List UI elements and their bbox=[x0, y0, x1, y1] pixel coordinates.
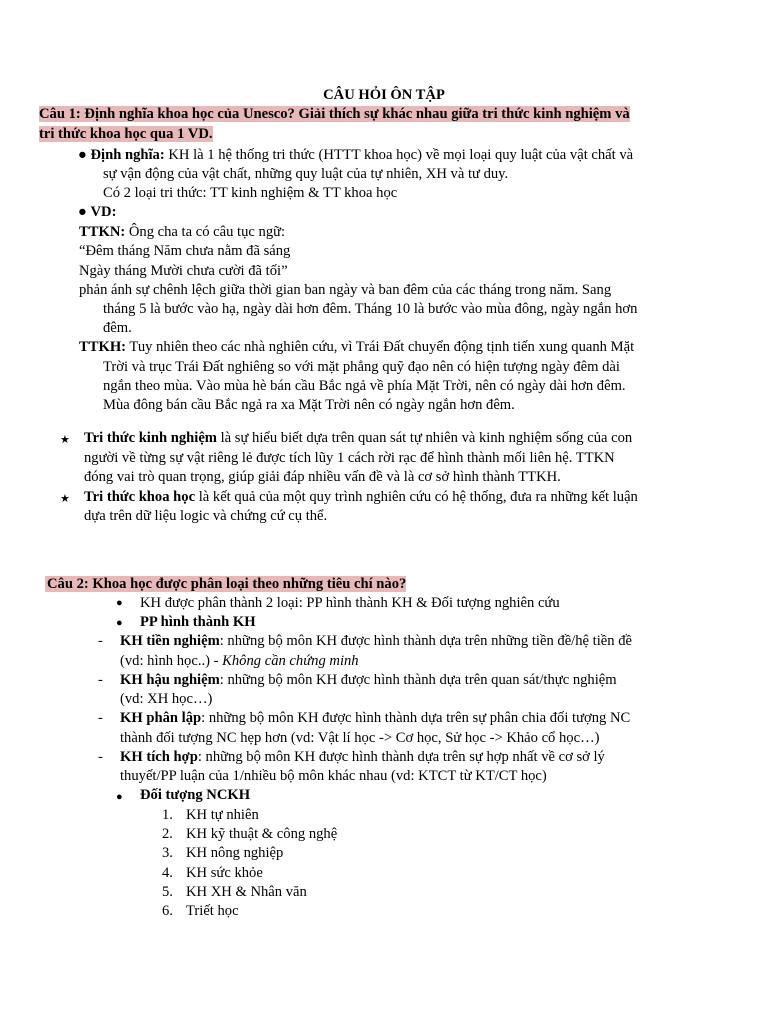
dt-item: KH nông nghiệp bbox=[186, 845, 284, 861]
dt-item: Triết học bbox=[186, 903, 239, 919]
bullet-icon: ● bbox=[116, 791, 123, 803]
dash-icon: - bbox=[98, 749, 103, 765]
dt-number: 2. bbox=[162, 826, 173, 842]
dt-item: KH XH & Nhân văn bbox=[186, 884, 307, 900]
ttkh-text: Tuy nhiên theo các nhà nghiên cứu, vì Trái Đất chuyển động tịnh tiến xung quanh Mặt bbox=[126, 339, 635, 355]
q1-heading-line1: Câu 1: Định nghĩa khoa học của Unesco? Giải thích sự khác nhau giữa tri thức kinh nghiệm và bbox=[39, 106, 630, 122]
tich-line2: thuyết/PP luận của 1/nhiều bộ môn khác nhau (vd: KTCT từ KT/CT học) bbox=[120, 768, 547, 784]
ttkn-label: TTKN: bbox=[79, 224, 126, 240]
bullet-icon: ● bbox=[116, 617, 123, 629]
q2-heading-text: Câu 2: Khoa học được phân loại theo những tiêu chí nào? bbox=[47, 576, 407, 592]
definition-line3: Có 2 loại tri thức: TT kinh nghiệm & TT khoa học bbox=[103, 185, 398, 201]
dash-icon: - bbox=[98, 710, 103, 726]
dash-icon: - bbox=[98, 633, 103, 649]
q2-intro: KH được phân thành 2 loại: PP hình thành KH & Đối tượng nghiên cứu bbox=[140, 595, 560, 611]
proverb-line2: Ngày tháng Mười chưa cười đã tối” bbox=[79, 263, 288, 279]
definition-label: Định nghĩa: bbox=[90, 147, 165, 163]
bullet-icon: ● bbox=[78, 147, 87, 163]
tich-text: : những bộ môn KH được hình thành dựa trên sự hợp nhất về cơ sở lý bbox=[197, 749, 605, 765]
q1-heading-line2: tri thức khoa học qua 1 VD. bbox=[39, 126, 213, 142]
tien-example: (vd: hình học..) - bbox=[120, 653, 223, 669]
star2-line1 bbox=[84, 488, 638, 508]
tich-label: KH tích hợp bbox=[120, 749, 198, 765]
tien-text: : những bộ môn KH được hình thành dựa trên những tiền đề/hệ tiền đề bbox=[219, 633, 632, 649]
ttkn-line bbox=[79, 223, 285, 243]
ttkh-line3: ngắn theo mùa. Vào mùa hè bán cầu Bắc ngả về phía Mặt Trời, nên có ngày dài hơn đêm. bbox=[103, 378, 626, 394]
phan-label: KH phân lập bbox=[120, 710, 202, 726]
bullet-icon: ● bbox=[116, 597, 123, 609]
pp-heading: PP hình thành KH bbox=[140, 614, 256, 630]
star-icon: ★ bbox=[60, 493, 70, 505]
dt-number: 5. bbox=[162, 884, 173, 900]
star-icon: ★ bbox=[60, 434, 70, 446]
tien-line1 bbox=[120, 632, 632, 652]
definition-line2: sự vận động của vật chất, những quy luật của tự nhiên, XH và tư duy. bbox=[103, 166, 509, 182]
hau-line1 bbox=[120, 671, 617, 691]
reflect-line2: tháng 5 là bước vào hạ, ngày dài hơn đêm. Tháng 10 là bước vào mùa đông, ngày ngắn hơn bbox=[103, 301, 638, 317]
star1-line3: đóng vai trò quan trọng, giúp giải đáp nhiều vấn đề và là cơ sở hình thành TTKH. bbox=[84, 469, 561, 485]
tien-line2 bbox=[120, 652, 359, 672]
ttkn-text: Ông cha ta có câu tục ngữ: bbox=[125, 224, 286, 240]
reflect-line3: đêm. bbox=[103, 320, 132, 336]
tich-line1 bbox=[120, 748, 605, 768]
star1-text: là sự hiểu biết dựa trên quan sát tự nhiên và kinh nghiệm sống của con bbox=[216, 430, 633, 446]
bullet-icon: ● bbox=[78, 204, 87, 220]
phan-text: : những bộ môn KH được hình thành dựa trên sự phân chia đối tượng NC bbox=[201, 710, 631, 726]
vd-label: VD: bbox=[90, 204, 117, 220]
ttkh-line bbox=[79, 338, 634, 358]
proverb-line1: “Đêm tháng Năm chưa nằm đã sáng bbox=[79, 243, 291, 259]
dt-item: KH sức khỏe bbox=[186, 865, 263, 881]
tien-label: KH tiền nghiệm bbox=[120, 633, 220, 649]
dt-heading: Đối tượng NCKH bbox=[140, 787, 251, 803]
star2-text: là kết quả của một quy trình nghiên cứu có hệ thống, đưa ra những kết luận bbox=[195, 489, 638, 505]
dt-number: 3. bbox=[162, 845, 173, 861]
definition-item bbox=[78, 146, 633, 166]
dt-number: 6. bbox=[162, 903, 173, 919]
document-title: CÂU HỎI ÔN TẬP bbox=[323, 87, 445, 103]
phan-line1 bbox=[120, 709, 630, 729]
dt-item: KH kỹ thuật & công nghệ bbox=[186, 826, 338, 842]
dt-number: 4. bbox=[162, 865, 173, 881]
dt-item: KH tự nhiên bbox=[186, 807, 259, 823]
phan-line2: thành đối tượng NC hẹp hơn (vd: Vật lí học -> Cơ học, Sử học -> Khảo cổ học…) bbox=[120, 730, 600, 746]
q1-heading bbox=[39, 105, 630, 125]
tien-italic: Không cần chứng minh bbox=[222, 653, 359, 669]
star2-line2: dựa trên dữ liệu logic và chứng cứ cụ thể. bbox=[84, 508, 328, 524]
ttkh-line4: Mùa đông bán cầu Bắc ngả ra xa Mặt Trời nên có ngày ngắn hơn đêm. bbox=[103, 397, 515, 413]
reflect-line1: phản ánh sự chênh lệch giữa thời gian ban ngày và ban đêm của các tháng trong năm. Sang bbox=[79, 282, 612, 298]
star1-line1 bbox=[84, 429, 632, 449]
definition-text: KH là 1 hệ thống tri thức (HTTT khoa học) về mọi loại quy luật của vật chất và bbox=[164, 147, 634, 163]
ttkh-label: TTKH: bbox=[79, 339, 127, 355]
q1-heading-cont bbox=[39, 125, 213, 145]
dash-icon: - bbox=[98, 672, 103, 688]
vd-item bbox=[78, 203, 116, 223]
star1-label: Tri thức kinh nghiệm bbox=[84, 430, 217, 446]
hau-label: KH hậu nghiệm bbox=[120, 672, 220, 688]
hau-text: : những bộ môn KH được hình thành dựa trên quan sát/thực nghiệm bbox=[219, 672, 617, 688]
q2-heading bbox=[45, 575, 406, 595]
star1-line2: người về từng sự vật riêng lẻ được tích lũy 1 cách rời rạc để hình thành mối liên hệ. TTKN bbox=[84, 450, 615, 466]
dt-number: 1. bbox=[162, 807, 173, 823]
star2-label: Tri thức khoa học bbox=[84, 489, 196, 505]
ttkh-line2: Trời và trục Trái Đất nghiêng so với mặt phẳng quỹ đạo nên có hiện tượng ngày đêm dài bbox=[103, 359, 620, 375]
hau-line2: (vd: XH học…) bbox=[120, 691, 213, 707]
